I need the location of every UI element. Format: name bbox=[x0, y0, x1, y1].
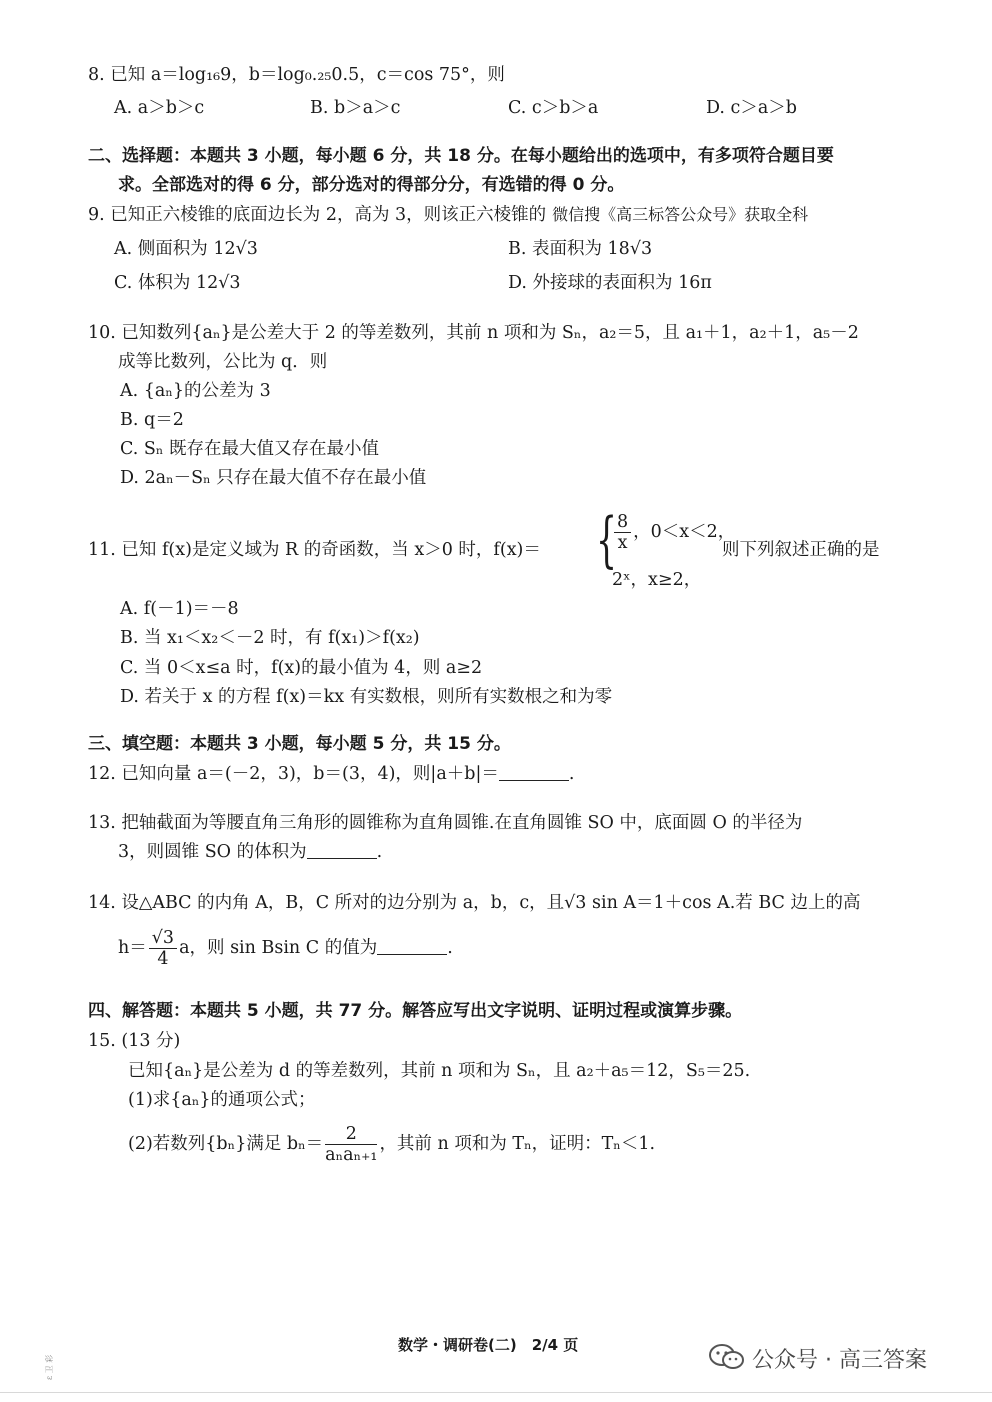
q9-stem-text: 9. 已知正六棱锥的底面边长为 2，高为 3，则该正六棱锥的 bbox=[88, 205, 547, 225]
q12-text: 12. 已知向量 a＝(－2，3)，b＝(3，4)，则|a＋b|＝ bbox=[88, 764, 499, 784]
q9-option-a: A. 侧面积为 12√3 bbox=[114, 239, 258, 259]
q14-end: . bbox=[447, 938, 453, 958]
q13-line1: 13. 把轴截面为等腰直角三角形的圆锥称为直角圆锥.在直角圆锥 SO 中，底面圆 O 的半径为 bbox=[88, 813, 803, 833]
q10-line1: 10. 已知数列{aₙ}是公差大于 2 的等差数列，其前 n 项和为 Sₙ，a₂＝5，且 a₁＋1，a₂＋1，a₅－2 bbox=[88, 323, 859, 343]
q15-part1: (1)求{aₙ}的通项公式； bbox=[128, 1090, 316, 1110]
q15-part2-right: ，其前 n 项和为 Tₙ，证明：Tₙ＜1. bbox=[379, 1134, 656, 1154]
q8-stem: 8. 已知 a＝log₁₆9，b＝log₀.₂₅0.5，c＝cos 75°，则 bbox=[88, 65, 505, 85]
q14-line1: 14. 设△ABC 的内角 A，B，C 所对的边分别为 a，b，c，且√3 sin A＝1＋cos A.若 BC 边上的高 bbox=[88, 893, 861, 913]
q10-option-d: D. 2aₙ－Sₙ 只存在最大值不存在最小值 bbox=[120, 468, 427, 488]
q14-text: a，则 sin Bsin C 的值为 bbox=[179, 938, 378, 958]
q13-answer-blank[interactable] bbox=[307, 840, 377, 859]
q15-part2-left: (2)若数列{bₙ}满足 bₙ＝ bbox=[128, 1134, 324, 1154]
q11-option-a: A. f(－1)＝－8 bbox=[120, 599, 239, 619]
q10-option-c: C. Sₙ 既存在最大值又存在最小值 bbox=[120, 439, 380, 459]
section2-line2: 求。全部选对的得 6 分，部分选对的得部分分，有选错的得 0 分。 bbox=[118, 175, 625, 195]
margin-mark: ɛ 卫 彩 bbox=[45, 1354, 54, 1380]
q9-stem bbox=[88, 202, 808, 228]
q14-h-label: h＝ bbox=[118, 938, 147, 958]
q12 bbox=[88, 761, 574, 787]
q9-option-b: B. 表面积为 18√3 bbox=[508, 239, 653, 259]
q11-piece1-fraction: $\frac{8}{x}$ bbox=[614, 512, 631, 553]
q8-option-a: A. a＞b＞c bbox=[114, 98, 205, 118]
wechat-icon bbox=[708, 1343, 746, 1371]
q9-option-c: C. 体积为 12√3 bbox=[114, 273, 241, 293]
q11-option-b: B. 当 x₁＜x₂＜－2 时，有 f(x₁)＞f(x₂) bbox=[120, 628, 420, 648]
q13-end: . bbox=[376, 842, 383, 862]
q9-option-d: D. 外接球的表面积为 16π bbox=[508, 273, 712, 293]
section4-title: 四、解答题：本题共 5 小题，共 77 分。解答应写出文字说明、证明过程或演算步骤。 bbox=[88, 1001, 743, 1021]
q14-fraction: $\frac{√3}{4}$ bbox=[149, 928, 177, 969]
q15-part2 bbox=[128, 1118, 655, 1170]
section2-line1: 二、选择题：本题共 3 小题，每小题 6 分，共 18 分。在每小题给出的选项中，有多项符合题目要 bbox=[88, 146, 834, 166]
q13-line2 bbox=[118, 839, 382, 865]
q12-end: . bbox=[568, 764, 575, 784]
q14-line2 bbox=[118, 922, 453, 974]
q8-option-d: D. c＞a＞b bbox=[706, 98, 797, 118]
q8-option-b: B. b＞a＞c bbox=[310, 98, 401, 118]
q12-answer-blank[interactable] bbox=[499, 762, 569, 781]
q11-option-c: C. 当 0＜x≤a 时，f(x)的最小值为 4，则 a≥2 bbox=[120, 658, 483, 678]
piecewise-brace: { bbox=[596, 505, 618, 575]
q10-option-b: B. q＝2 bbox=[120, 410, 184, 430]
bottom-edge-line bbox=[0, 1392, 992, 1393]
page-footer: 数学・调研卷(二) 2/4 页 bbox=[398, 1336, 579, 1354]
q15-fraction: $\frac{2}{\text{aₙaₙ₊₁}}$ bbox=[325, 1124, 378, 1165]
q11-stem-right: 则下列叙述正确的是 bbox=[722, 540, 880, 560]
q13-text: 3，则圆锥 SO 的体积为 bbox=[118, 842, 307, 862]
q9-stem-promo: 微信搜《高三标答公众号》获取全科 bbox=[552, 205, 809, 224]
watermark-text: 公众号 · 高三答案 bbox=[752, 1348, 927, 1373]
q10-line2: 成等比数列，公比为 q．则 bbox=[118, 352, 328, 372]
q11-stem-left: 11. 已知 f(x)是定义域为 R 的奇函数，当 x＞0 时，f(x)＝ bbox=[88, 540, 541, 560]
q8-option-c: C. c＞b＞a bbox=[508, 98, 599, 118]
q10-option-a: A. {aₙ}的公差为 3 bbox=[120, 381, 271, 401]
q11-piece1: $\frac{8}{x}$ ，0＜x＜2， bbox=[612, 512, 735, 553]
q15-head: 15. (13 分) bbox=[88, 1031, 181, 1051]
section3-title: 三、填空题：本题共 3 小题，每小题 5 分，共 15 分。 bbox=[88, 734, 511, 754]
q11-option-d: D. 若关于 x 的方程 f(x)＝kx 有实数根，则所有实数根之和为零 bbox=[120, 687, 613, 707]
q15-line1: 已知{aₙ}是公差为 d 的等差数列，其前 n 项和为 Sₙ，且 a₂＋a₅＝12，S₅＝25. bbox=[128, 1061, 751, 1081]
q14-answer-blank[interactable] bbox=[377, 936, 447, 955]
q11-piece2: 2ˣ，x≥2， bbox=[612, 570, 702, 590]
